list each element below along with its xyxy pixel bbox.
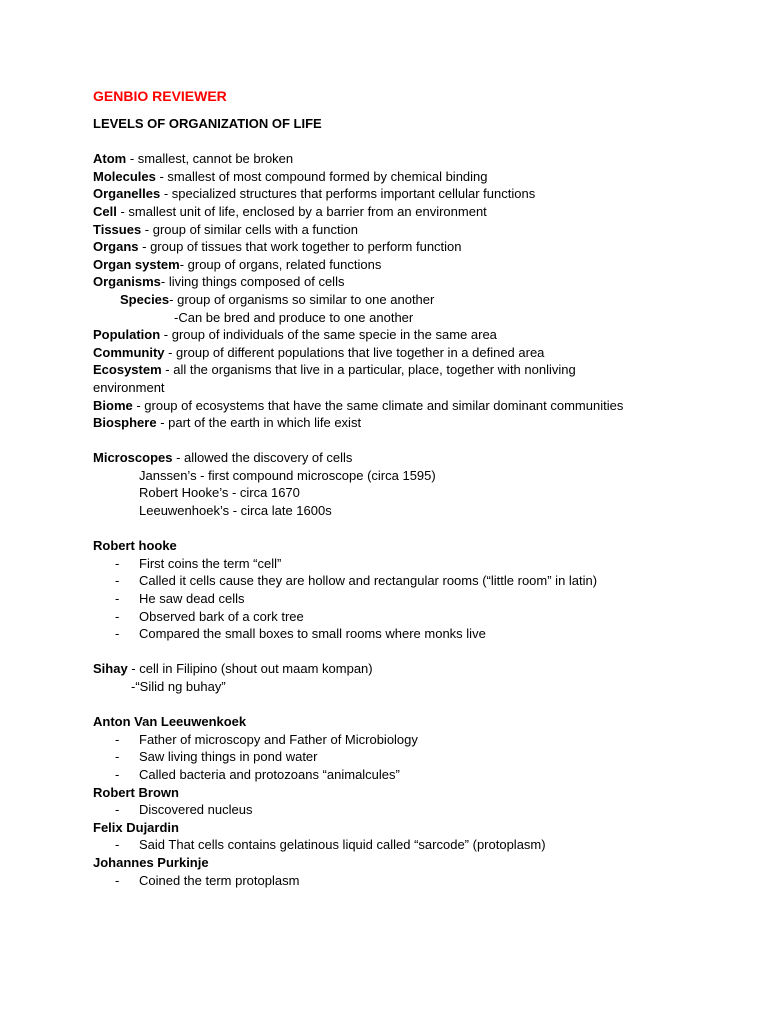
list-item: - Said That cells contains gelatinous liquid called “sarcode” (protoplasm) — [93, 836, 733, 854]
level-atom: Atom - smallest, cannot be broken — [93, 151, 294, 167]
level-organisms: Organisms- living things composed of cells — [93, 274, 345, 290]
level-community: Community - group of different populations that live together in a defined area — [93, 344, 545, 360]
spacer — [93, 696, 733, 714]
sihay-section — [93, 660, 733, 695]
leeuwenhoek-list — [93, 731, 733, 784]
list-item: - Called bacteria and protozoans “animalcules” — [93, 766, 733, 784]
microscopes-section — [93, 449, 733, 519]
document-title: GENBIO REVIEWER — [93, 88, 227, 104]
brown-heading: Robert Brown — [93, 784, 179, 800]
level-population: Population - group of individuals of the same specie in the same area — [93, 327, 497, 343]
list-item: - Compared the small boxes to small rooms where monks live — [93, 625, 733, 643]
section-heading: LEVELS OF ORGANIZATION OF LIFE — [93, 116, 322, 131]
level-organs: Organs - group of tissues that work together to perform function — [93, 239, 462, 255]
dujardin-heading: Felix Dujardin — [93, 819, 179, 835]
level-molecules: Molecules - smallest of most compound formed by chemical binding — [93, 168, 488, 184]
brown-section — [93, 784, 733, 819]
hooke-heading: Robert hooke — [93, 538, 177, 554]
level-species-extra: -Can be bred and produce to one another — [174, 309, 414, 325]
list-item: - Discovered nucleus — [93, 801, 733, 819]
list-item: - He saw dead cells — [93, 590, 733, 608]
level-cell: Cell - smallest unit of life, enclosed by a barrier from an environment — [93, 203, 487, 219]
level-biosphere: Biosphere - part of the earth in which life exist — [93, 415, 362, 431]
microscope-item: Janssen’s - first compound microscope (circa 1595) — [139, 467, 436, 483]
dujardin-list — [93, 836, 733, 854]
level-tissues: Tissues - group of similar cells with a function — [93, 221, 358, 237]
microscope-item: Robert Hooke’s - circa 1670 — [139, 485, 300, 501]
sihay-extra: -“Silid ng buhay” — [131, 679, 226, 694]
list-item: - Called it cells cause they are hollow and rectangular rooms (“little room” in latin) — [93, 572, 733, 590]
list-item: - Observed bark of a cork tree — [93, 608, 733, 626]
purkinje-section — [93, 854, 733, 889]
purkinje-list — [93, 872, 733, 890]
spacer — [93, 432, 733, 450]
dujardin-section — [93, 819, 733, 854]
purkinje-heading: Johannes Purkinje — [93, 854, 209, 870]
list-item: - Saw living things in pond water — [93, 748, 733, 766]
level-species: Species- group of organisms so similar to one another — [120, 291, 435, 307]
level-organelles: Organelles - specialized structures that performs important cellular functions — [93, 186, 536, 202]
list-item: - First coins the term “cell” — [93, 555, 733, 573]
leeuwenhoek-heading: Anton Van Leeuwenkoek — [93, 714, 247, 730]
level-biome: Biome - group of ecosystems that have the same climate and similar dominant communities — [93, 397, 624, 413]
sihay-line: Sihay - cell in Filipino (shout out maam kompan) — [93, 661, 373, 677]
hooke-list — [93, 555, 733, 643]
leeuwenhoek-section — [93, 713, 733, 783]
brown-list — [93, 801, 733, 819]
level-ecosystem: Ecosystem - all the organisms that live in a particular, place, together with nonliving environment — [93, 362, 576, 395]
microscopes-line: Microscopes - allowed the discovery of cells — [93, 450, 353, 466]
microscope-item: Leeuwenhoek’s - circa late 1600s — [139, 503, 332, 519]
spacer — [93, 520, 733, 538]
level-organ-system: Organ system- group of organs, related functions — [93, 256, 382, 272]
levels-list — [93, 150, 733, 432]
list-item: - Coined the term protoplasm — [93, 872, 733, 890]
list-item: - Father of microscopy and Father of Microbiology — [93, 731, 733, 749]
spacer — [93, 643, 733, 661]
document-page — [93, 86, 733, 889]
hooke-section — [93, 537, 733, 643]
